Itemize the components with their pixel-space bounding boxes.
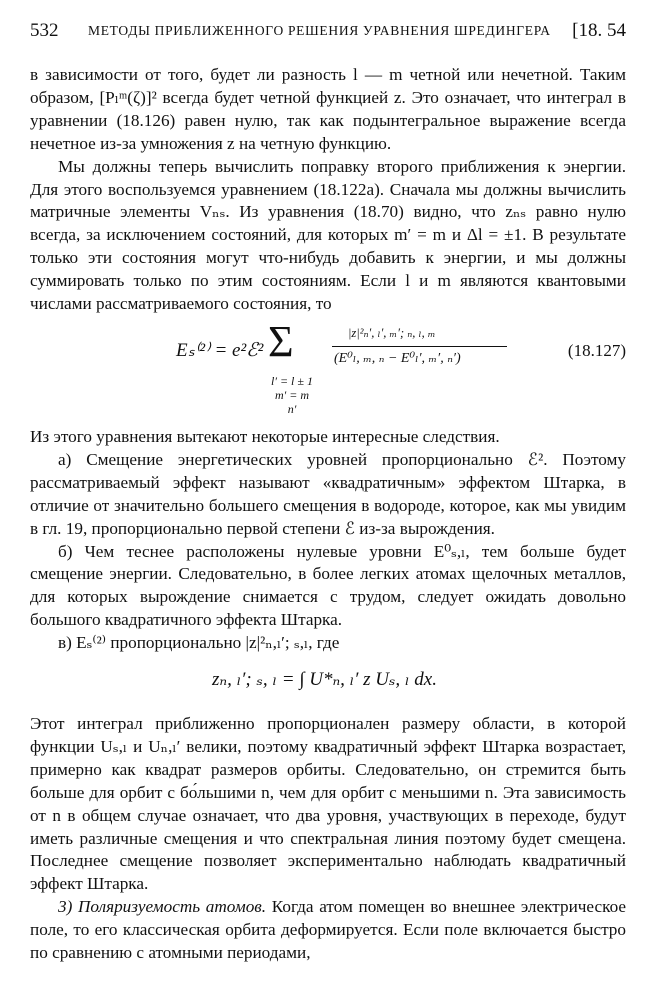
equation-18-127 — [30, 316, 626, 420]
paragraph-6: в) Eₛ⁽²⁾ пропорционально |z|²ₙ,ₗ′; ₛ,ₗ, где — [58, 633, 340, 653]
page-number: 532 — [30, 20, 59, 41]
fraction-bar — [332, 346, 507, 347]
main-text — [30, 64, 626, 965]
equation-number: (18.127) — [567, 340, 626, 360]
equation-lhs: Eₛ⁽²⁾ = e²ℰ² — [176, 339, 264, 361]
paragraph-8-text: Когда атом помещен во внешнее электрическое поле, то его классическая орбита деформируется. Если поле включается быстро по сравнению с атомными периодами, — [30, 897, 627, 963]
running-header — [30, 20, 626, 46]
summation-symbol: Σ — [268, 316, 294, 366]
sum-limit-2: m′ = m — [274, 387, 310, 402]
paragraph-5: б) Чем теснее расположены нулевые уровни E⁰ₛ,ₗ, тем больше будет смещение энергии. Следовательно, в более легких атомах щелочных металлов, для которых вырождение снимается с трудом, следует ожидать довольно большого квадратичного эффекта Штарка. — [30, 541, 626, 630]
paragraph-2: Мы должны теперь вычислить поправку второго приближения к энергии. Для этого воспользуемся уравнением (18.122а). Сначала мы должны вычислить матричные элементы Vₙₛ. Из уравнения (18.70) видно, что zₙₛ равно нулю всегда, за исключением состояний, для которых m′ = m и Δl = ±1. В результате только эти состояния могут что-нибудь добавить к энергии, и мы должны суммировать только по этим состояниям. Если l и m являются квантовыми числами рассматриваемого состояния, то — [30, 156, 626, 314]
fraction-denominator: (E⁰ₗ, ₘ, ₙ − E⁰ₗ′, ₘ′, ₙ′) — [334, 350, 461, 366]
paragraph-1: в зависимости от того, будет ли разность l — m четной или нечетной. Таким образом, [Pₗᵐ(ζ)]² всегда будет четной функцией z. Это означает, что интеграл в уравнении (18.126) равен нулю, так как подынтегральное выражение всегда нечетное из-за умножения z на четную функцию. — [30, 65, 626, 153]
paragraph-4: а) Смещение энергетических уровней пропорционально ℰ². Поэтому рассматриваемый эффект называют «квадратичным» эффектом Штарка, в отличие от значительно большего смещения в водороде, которое, как мы увидим в гл. 19, пропорционально первой степени ℰ из-за вырождения. — [30, 449, 626, 538]
paragraph-3: Из этого уравнения вытекают некоторые интересные следствия. — [30, 426, 500, 446]
z-integral-expression: zₙ, ₗ′; ₛ, ₗ = ∫ U*ₙ, ₗ′ z Uₛ, ₗ dx. — [212, 669, 437, 691]
sum-limit-1: l′ = l ± 1 — [271, 373, 313, 388]
paragraph-7: Этот интеграл приближенно пропорционален размеру области, в которой функции Uₛ,ₗ и Uₙ,ₗ′ велики, поэтому квадратичный эффект Штарка возрастает, примерно как квадрат размеров орбиты. Следовательно, он стремится быть больше для орбит с бо́льшими n, чем для орбит с меньшими n. Эта зависимость от n в общем случае означает, что два уровня, участвующих в переходе, будут иметь различные смещения и что спектральная линия поэтому будет смещена. Последнее смещение позволяет экспериментально наблюдать квадратичный эффект Штарка. — [30, 714, 626, 894]
summation-limits — [262, 374, 322, 416]
sum-limit-3: n′ — [287, 401, 297, 416]
running-title: МЕТОДЫ ПРИБЛИЖЕННОГО РЕШЕНИЯ УРАВНЕНИЯ ШРЕДИНГЕРА — [88, 23, 551, 38]
section-number: [18. 54 — [572, 20, 626, 41]
fraction-numerator: |z|²ₙ′, ₗ′, ₘ′; ₙ, ₗ, ₘ — [348, 325, 436, 340]
equation-z-integral — [30, 661, 626, 709]
paragraph-8-label: 3) Поляризуемость атомов. — [58, 897, 267, 917]
paragraph-8 — [30, 896, 626, 965]
